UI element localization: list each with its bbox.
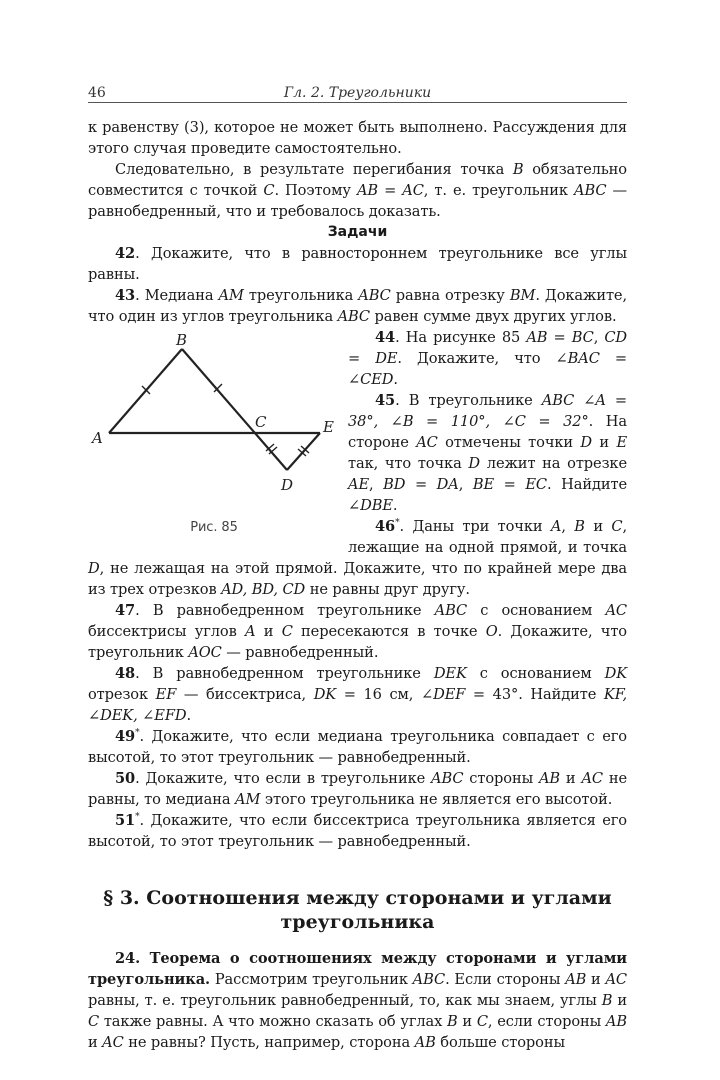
problem-51: 51*. Докажите, что если биссектриса треугольника является его высотой, то этот треугольник — равнобедренный. [88,812,627,850]
figure-85-block [88,331,340,537]
problem-43: 43. Медиана AM треугольника ABC равна отрезку BM. Докажите, что один из углов треугольника ABC равен сумме двух других углов. [88,287,627,325]
problem-45: 45. В треугольнике ABC ∠A = 38°, ∠B = 110°, ∠C = 32°. На стороне AC отмечены точки D и E так, что точка D лежит на отрезке AE, BD = DA, BE = EC. Найдите ∠DBE. [348,392,628,514]
book-page [88,0,627,1053]
label-D: D [281,476,293,494]
problem-47: 47. В равнобедренном треугольнике ABC с основанием AC биссектрисы углов A и C пересекаются в точке O. Докажите, что треугольник AOC — равнобедренный. [88,602,627,661]
running-title: Гл. 2. Треугольники [283,85,432,101]
section-title-line-1: § 3. Соотношения между сторонами и углами [103,887,612,909]
label-A: A [92,429,103,447]
problems [88,243,627,852]
item-24 [88,948,627,1053]
figure-caption: Рис. 85 [190,520,238,535]
section-title [88,886,627,934]
problem-48: 48. В равнобедренном треугольнике DEK с основанием DK отрезок EF — биссектриса, DK = 16 см, ∠DEF = 43°. Найдите KF, ∠DEK, ∠EFD. [88,665,628,724]
intro-paragraph-1: к равенству (3), которое не может быть выполнено. Рассуждения для этого случая проведите самостоятельно. [88,119,627,157]
item-24-paragraph: 24. Теорема о соотношениях между сторонами и углами треугольника. Рассмотрим треугольник ABC. Если стороны AB и AC равны, т. е. треугольник равнобедренный, то, как мы знаем, углы B и C также равны. А что можно сказать об углах B и C, если стороны AB и AC не равны? Пусть, например, сторона AB больше стороны [88,950,627,1051]
tasks-heading: Задачи [327,224,388,240]
label-C: C [255,413,267,431]
problem-50: 50. Докажите, что если в треугольнике ABC стороны AB и AC не равны, то медиана AM этого треугольника не является его высотой. [88,770,627,808]
problem-44: 44. На рисунке 85 AB = BC, CD = DE. Докажите, что ∠BAC = ∠CED. [348,329,628,388]
segment-AB [109,349,182,433]
label-E: E [323,418,334,436]
problem-46: 46*. Даны три точки A, B и C, лежащие на одной прямой, и точка D, не лежащая на этой прямой. Докажите, что по крайней мере два из трех отрезков AD, BD, CD не равны друг другу. [88,518,628,598]
label-B: B [176,331,187,349]
page-header [88,84,627,103]
segment-DE [287,433,320,470]
problem-42: 42. Докажите, что в равностороннем треугольнике все углы равны. [88,245,627,283]
problem-49: 49*. Докажите, что если медиана треугольника совпадает с его высотой, то этот треугольник — равнобедренный. [88,728,627,766]
section-title-line-2: треугольника [280,911,435,933]
figure-85 [88,331,340,517]
page-number: 46 [88,85,106,101]
intro-text [88,117,627,222]
intro-paragraph-2: Следовательно, в результате перегибания точка B обязательно совместится с точкой C. Поэтому AB = AC, т. е. треугольник ABC — равнобедренный, что и требовалось доказать. [88,161,627,220]
